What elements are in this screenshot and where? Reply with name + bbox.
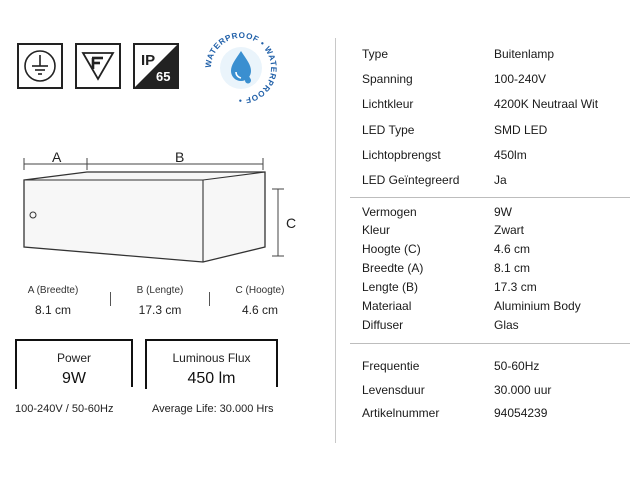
spec-value: 94054239	[494, 406, 548, 420]
spec-key: Kleur	[362, 223, 391, 237]
spec-value: 8.1 cm	[494, 261, 531, 275]
measure-divider	[110, 292, 111, 306]
measure-length	[112, 285, 208, 317]
spec-key: Frequentie	[362, 359, 420, 373]
spec-value: Ja	[494, 173, 507, 187]
measure-value: 8.1 cm	[34, 303, 71, 317]
waterproof-badge	[201, 28, 281, 108]
waterproof-text: WATERPROOF • WATERPROOF •	[203, 30, 279, 106]
spec-key: Materiaal	[362, 299, 412, 313]
spec-key: Hoogte (C)	[362, 242, 421, 256]
spec-value: 9W	[494, 205, 512, 219]
section-divider	[350, 343, 630, 344]
spec-value: 50-60Hz	[494, 359, 540, 373]
spec-key: Artikelnummer	[362, 406, 440, 420]
column-divider	[335, 38, 336, 443]
ip-label: IP	[141, 52, 156, 69]
spec-value: SMD LED	[494, 123, 548, 137]
spec-key: LED Geïntegreerd	[362, 173, 460, 187]
measure-label: C (Hoogte)	[235, 285, 285, 296]
section-divider	[350, 197, 630, 198]
measure-height	[212, 285, 308, 317]
spec-value: 450lm	[494, 148, 527, 162]
spec-value: 4200K Neutraal Wit	[494, 97, 599, 111]
spec-key: Lengte (B)	[362, 280, 419, 294]
spec-value: 30.000 uur	[494, 383, 552, 397]
dimension-label-b: B	[175, 149, 185, 165]
ground-symbol-icon	[17, 43, 63, 89]
spec-key: Type	[362, 47, 389, 61]
spec-key: Breedte (A)	[362, 261, 424, 275]
spec-key: Lichtkleur	[362, 97, 414, 111]
spec-value: Buitenlamp	[494, 47, 555, 61]
spec-key: LED Type	[362, 123, 415, 137]
spec-key: Diffuser	[362, 318, 404, 332]
spec-key: Levensduur	[362, 383, 425, 397]
average-life: Average Life: 30.000 Hrs	[152, 403, 274, 415]
spec-key: Vermogen	[362, 205, 417, 219]
dimension-label-a: A	[52, 149, 62, 165]
power-box	[15, 339, 131, 389]
ip65-rating-icon	[133, 43, 179, 89]
spec-key: Spanning	[362, 72, 413, 86]
spec-value: Zwart	[494, 223, 524, 237]
spec-value: 4.6 cm	[494, 242, 531, 256]
power-label: Power	[56, 351, 91, 365]
f-mark-icon	[75, 43, 121, 89]
power-value: 9W	[62, 370, 86, 387]
lamp-dimension-diagram	[0, 140, 320, 270]
measure-value: 4.6 cm	[241, 303, 278, 317]
measure-label: B (Lengte)	[136, 285, 184, 296]
spec-value: 17.3 cm	[494, 280, 537, 294]
measure-value: 17.3 cm	[138, 303, 182, 317]
flux-box	[145, 339, 276, 389]
spec-value: Glas	[494, 318, 519, 332]
dimension-label-c: C	[286, 215, 297, 231]
measure-label: A (Breedte)	[27, 285, 79, 296]
measure-divider	[209, 292, 210, 306]
voltage-frequency: 100-240V / 50-60Hz	[15, 403, 114, 415]
measure-width	[5, 285, 101, 317]
spec-value: Aluminium Body	[494, 299, 581, 313]
ip-number: 65	[156, 69, 171, 84]
flux-value: 450 lm	[187, 370, 236, 387]
flux-label: Luminous Flux	[172, 351, 251, 365]
spec-key: Lichtopbrengst	[362, 148, 441, 162]
spec-value: 100-240V	[494, 72, 547, 86]
